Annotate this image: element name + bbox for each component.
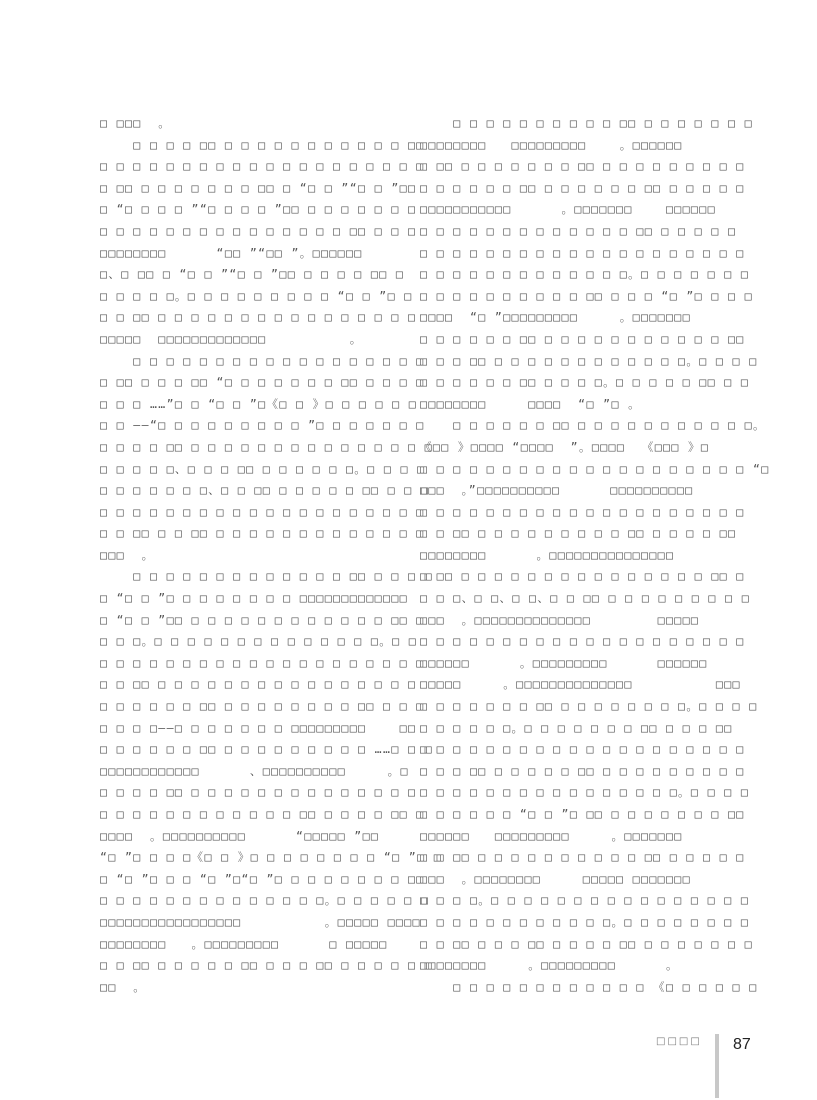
- text-line: □□□ 。: [100, 547, 155, 562]
- text-line: □ □ □ □ □ □ □ □ □ □ □ □。□ □ □ □ □ □ □ □: [420, 914, 750, 929]
- text-line: □ □□□ 。: [100, 116, 172, 130]
- text-line: □ □ □ □□ □ □ □ □ □ □ □ □ □ □ □ □。□ □ □ □: [420, 353, 758, 368]
- text-line: □ □ □ □ □ □ □ □ □ □ □ □ □ □ □ □□ □ □ □: [100, 223, 417, 238]
- text-line: □□□□□□□□□□□□□□□□□ 。□□□□□ □□□□: [100, 914, 421, 929]
- text-line: □□□□□□ □□□□□□□□□ 。□□□□□□□: [420, 828, 683, 843]
- text-line: □ □ □ □□ □ □ □ □ □ □□ □ □ □ □ □ □ □ □ □: [420, 763, 745, 778]
- text-line: □ □ □□ □ □ □□ □ □ □ □ □ □ □ □ □ □ □ □ □: [100, 526, 425, 541]
- text-line: □ □ □ □ □□ □ □ □ □ □ □ □ □ □ □ □ □□: [100, 137, 425, 152]
- text-line: □ □ □ □ □ □ □ □ □ □ □ □ □ □ □ □ □ □: [100, 353, 425, 368]
- text-line: □□□□□□□□ □□□□□□□□□ 。□□□□□□: [420, 137, 683, 152]
- text-line: □□□□□□□□□□□ 。□□□□□□□ □□□□□□: [420, 202, 716, 217]
- text-line: □□ 。: [100, 979, 147, 994]
- text-line: □□□□□□□□ “□□ ”“□□ ”。□□□□□□: [100, 245, 363, 260]
- text-line: □ “□ □ ”□□ □ □ □ □ □ □ □ □ □ □ □ □ □□ □: [100, 612, 425, 627]
- text-line: □ □ □ □ □ □ □ □ □ □ □ □ □ □ □ □ □ □ □ □: [420, 634, 745, 649]
- text-line: □ □□ □ □ □ □ □ □ □ □ □ □ □ □ □ □ □ □□ □: [420, 569, 745, 584]
- text-line: □ “□ ”□ □ □ “□ ”□“□ ”□ □ □ □ □ □ □ □ □□: [100, 871, 425, 886]
- text-line: □□□□□ □□□□□□□□□□□□□ 。: [100, 331, 363, 346]
- text-line: □□□□□ 。□□□□□□□□□□□□□□ □□□: [420, 677, 741, 692]
- page-number: 87: [733, 1036, 751, 1053]
- text-line: □ □ □ □ □ □ □ □ □ □ □ □ □ □ □ □ □ □ □ □: [100, 159, 425, 174]
- text-line: □ □ □ □ □ □ □ □ □ □ □ □ □ □。□ □ □ □ □ □: [100, 893, 430, 908]
- text-line: □ □ □ □ □ □ □ □ □ □ □□ □ □ □ □ □ □ □: [420, 116, 753, 130]
- text-line: □□□□ 。□□□□□□□□□□ “□□□□□ ”□□: [100, 828, 380, 843]
- text-line: □、□ □□ □ “□ □ ”“□ □ ”□□ □ □ □ □ □□ □: [100, 267, 405, 282]
- text-line: □□□□□□□□ □□□□ “□ ”□ 。: [420, 396, 641, 411]
- text-line: □ □ □ □ □ □。□ □ □ □ □ □ □ □□ □ □ □ □□: [420, 720, 733, 735]
- text-line: □ □ □□ □ □ □ □ □ □□ □ □ □ □□ □ □ □ □ □ □: [100, 958, 433, 973]
- text-column-right: [420, 113, 770, 998]
- footer-journal-label: □□□□: [656, 1036, 702, 1047]
- text-line: □ □ □ □ □ □ □ □ □ □ □ □ □。□ □ □ □ □ □ □: [420, 267, 750, 282]
- text-line: □□□□□□ 。□□□□□□□□□ □□□□□□: [420, 655, 708, 670]
- footer-divider: [715, 1034, 719, 1098]
- text-line: □□□□□□□□□□□□ 、□□□□□□□□□□ 。□: [100, 763, 409, 778]
- text-line: □ □ □□ □ □ □ □ □ □ □ □ □ □ □ □ □ □ □ □: [100, 310, 417, 325]
- text-line: □ “□ □ □ □ ”“□ □ □ □ ”□□ □ □ □ □ □ □ □: [100, 202, 417, 217]
- text-line: □ □ □□ □ □ □ □ □ □ □ □ □ □ □ □ □ □ □ □: [100, 677, 417, 692]
- text-line: □ □ □ □ □ □ “□ □ ”□ □□ □ □ □ □ □ □ □ □□: [420, 807, 745, 821]
- text-line: □ □ □□ □ □ □ □□ □ □ □ □ □□ □ □ □ □ □ □ □: [420, 936, 753, 951]
- text-line: 《□□ 》□□□□ “□□□□ ”。□□□□ 《□□□ 》□: [420, 439, 710, 454]
- text-line: □ □ □ □ □ □ □□ □ □ □ □ □ □ □□ □ □ □ □ □: [420, 180, 745, 195]
- text-line: □ □ □□ □ □ □ □ □ □ □ □ □ □ □□ □ □ □ □ □: [420, 850, 745, 865]
- text-line: □ □ □ □ □。□ □ □ □ □ □ □ □ □ “□ □ ”□ □: [100, 288, 413, 303]
- text-line: □ □ □ □ □ □ □□ □ □ □ □ □ □ □ □ □□ □ □ □: [100, 699, 425, 714]
- text-line: □ □□ □ □ □ □□ “□ □ □ □ □ □ □ □□ □ □ □ □: [100, 375, 425, 390]
- text-line: □□□□□□□□ 。□□□□□□□□□ 。: [420, 958, 679, 973]
- text-line: □ □ □ □ □ □ □ □ □ □ □ □ □ □ □ □。□ □ □ □: [420, 785, 750, 800]
- text-line: □ □ □ □ □□ □ □ □ □ □ □ □ □ □ □ □ □ □ □ □: [100, 439, 433, 454]
- text-line: □ □ □ □ □、□ □ □ □□ □ □ □ □ □ □。□ □ □ □: [100, 461, 426, 476]
- text-line: □ □ □ □ □ □ □ □ □ □ □ □ □ □ □ □ □ □ □ □: [420, 245, 745, 260]
- text-line: □ □ □ □ □ □ □ □ □ □ □ □ □□ □ □ □ □ □□ □: [100, 807, 425, 821]
- text-line: □□□ 。”□□□□□□□□□□ □□□□□□□□□□: [420, 483, 694, 498]
- text-line: □ □ □ □ □ □ □ □ □ □ □□ □ □ □ “□ ”□ □ □ □: [420, 288, 753, 303]
- text-line: □□□□□□□□ 。□□□□□□□□□ □ □□□□□: [100, 936, 388, 951]
- text-line: □ □ □□ □ □ □ □ □ □ □ □ □ □□ □ □ □ □ □□: [420, 526, 737, 541]
- text-line: □ □ □ □ □ □ □□ □ □ □ □ □ □ □ □ □ □ □ □□: [420, 331, 745, 346]
- text-line: □ □ □ □ □ □ □ □ □ □ □ □ 《□ □ □ □ □ □: [420, 979, 758, 994]
- text-line: □ □ ——“□ □ □ □ □ □ □ □ □ ”□ □ □ □ □ □ □: [100, 418, 425, 433]
- text-line: □ □ □ □ □ □ □□ □ □ □ □ □ □ □ □ □ ……□ □ □: [100, 742, 433, 757]
- text-column-left: [100, 113, 443, 998]
- text-line: □ □ □ ……”□ □ “□ □ ”□《□ □ 》□ □ □ □ □ □: [100, 396, 418, 411]
- text-line: □ □ □ □ □ □ □ □ □ □ □ □ □ □ □ □ □ □ □ □: [420, 742, 745, 757]
- text-line: □ □ □ □ □ □ □、□ □ □□ □ □ □ □ □ □□ □ □ □: [100, 483, 430, 498]
- text-line: □ □ □ □——□ □ □ □ □ □ □ □□□□□□□□□ □□: [100, 720, 417, 735]
- text-line: □ □ □ □ □ □ □□ □ □ □ □。□ □ □ □ □ □□ □ □: [420, 375, 750, 390]
- text-line: □ □ □ □ □ □ □ □ □ □ □ □ □ □ □ □ □ □ □ □: [420, 504, 745, 519]
- text-line: □ □ □、□ □、□ □、□ □ □□ □ □ □ □ □ □ □ □ □: [420, 591, 751, 606]
- text-line: □□□□ “□ ”□□□□□□□□□ 。□□□□□□□: [420, 310, 691, 325]
- text-line: □ □ □ □ □ □ □ □ □ □ □ □ □ □ □ □ □ □ □ □: [100, 655, 425, 670]
- text-line: □ “□ □ ”□ □ □ □ □ □ □ □ □□□□□□□□□□□□□: [100, 591, 408, 606]
- text-line: □ □ □ □ □ □ □ □ □ □ □ □ □ □□ □ □ □ □: [100, 569, 433, 584]
- text-line: □ □ □。□ □ □ □ □ □ □ □ □ □ □ □ □ □。□ □: [100, 634, 418, 649]
- text-line: □ □□ □ □ □ □ □ □ □ □□ □ □ □ □ □ □ □ □ □: [420, 159, 745, 174]
- text-line: □ □ □ □ □ □ □ □ □ □ □ □ □ □□ □ □ □ □ □: [420, 223, 737, 238]
- text-line: □□□ 。□□□□□□□□ □□□□□ □□□□□□□: [420, 871, 691, 886]
- text-line: □ □ □ □ □ □ □□ □ □ □ □ □ □ □ □ □ □ □。: [420, 418, 766, 433]
- text-line: □ □ □ □ □ □ □ □□ □ □ □ □ □ □ □ □。□ □ □ □: [420, 699, 758, 714]
- text-line: □□□ 。□□□□□□□□□□□□□□ □□□□□: [420, 612, 700, 627]
- text-line: “□ ”□ □ □ □《□ □ 》□ □ □ □ □ □ □ □ “□ ”□ □: [100, 850, 443, 865]
- text-line: □ □ □ □。□ □ □ □ □ □ □ □ □ □ □ □ □ □ □ □: [420, 893, 750, 908]
- text-line: □ □□ □ □ □ □ □ □ □ □□ □ “□ □ ”“□ □ ”□□: [100, 180, 417, 195]
- text-line: □□□□□□□□ 。□□□□□□□□□□□□□□□: [420, 547, 675, 562]
- text-line: □ □ □ □ □ □ □ □ □ □ □ □ □ □ □ □ □ □ □ □ “□: [420, 461, 770, 476]
- text-line: □ □ □ □ □□ □ □ □ □ □ □ □ □ □ □ □ □ □ □: [100, 785, 417, 800]
- text-line: □ □ □ □ □ □ □ □ □ □ □ □ □ □ □ □ □ □ □ □: [100, 504, 425, 519]
